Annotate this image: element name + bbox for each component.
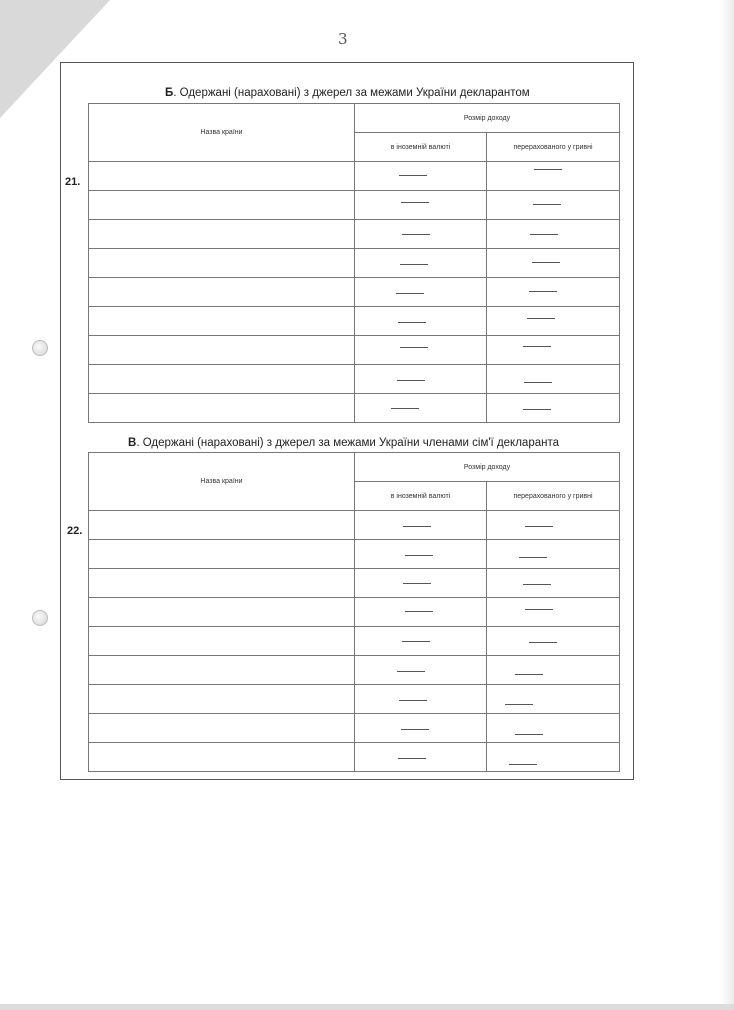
uah-cell	[487, 511, 620, 540]
handwritten-dash	[533, 204, 561, 205]
handwritten-dash	[401, 729, 429, 730]
country-cell	[89, 278, 355, 307]
handwritten-dash	[505, 704, 533, 705]
handwritten-dash	[400, 264, 428, 265]
section-v-title	[128, 437, 559, 449]
country-cell	[89, 656, 355, 685]
section-v-title-text: . Одержані (нараховані) з джерел за межами України членами сім'ї декларанта	[136, 437, 559, 449]
country-cell	[89, 743, 355, 772]
country-cell	[89, 307, 355, 336]
table-row	[89, 743, 620, 772]
foreign-currency-cell	[355, 307, 487, 336]
handwritten-dash	[519, 557, 547, 558]
table-row	[89, 598, 620, 627]
handwritten-dash	[527, 318, 555, 319]
country-cell	[89, 162, 355, 191]
header-uah: перерахованого у гривні	[487, 133, 620, 162]
uah-cell	[487, 220, 620, 249]
section-v-table	[88, 452, 620, 772]
table-row	[89, 365, 620, 394]
table-row	[89, 336, 620, 365]
table-row	[89, 540, 620, 569]
handwritten-dash	[525, 526, 553, 527]
country-cell	[89, 511, 355, 540]
scan-edge-bottom	[0, 1004, 734, 1010]
table-row	[89, 511, 620, 540]
country-cell	[89, 365, 355, 394]
header-income-size: Розмір доходу	[355, 453, 620, 482]
uah-cell	[487, 685, 620, 714]
uah-cell	[487, 365, 620, 394]
table-row	[89, 627, 620, 656]
handwritten-dash	[534, 169, 562, 170]
country-cell	[89, 220, 355, 249]
handwritten-dash	[525, 609, 553, 610]
foreign-currency-cell	[355, 394, 487, 423]
foreign-currency-cell	[355, 220, 487, 249]
uah-cell	[487, 598, 620, 627]
scan-edge-right	[720, 0, 734, 1010]
section-b-letter: Б	[165, 87, 174, 99]
country-cell	[89, 569, 355, 598]
uah-cell	[487, 336, 620, 365]
table-row	[89, 220, 620, 249]
section-b-table	[88, 103, 620, 423]
foreign-currency-cell	[355, 569, 487, 598]
handwritten-dash	[399, 700, 427, 701]
handwritten-dash	[400, 347, 428, 348]
table-row	[89, 278, 620, 307]
foreign-currency-cell	[355, 162, 487, 191]
uah-cell	[487, 278, 620, 307]
handwritten-dash	[391, 408, 419, 409]
handwritten-dash	[402, 234, 430, 235]
handwritten-dash	[515, 674, 543, 675]
punch-hole-icon	[32, 340, 48, 356]
uah-cell	[487, 249, 620, 278]
foreign-currency-cell	[355, 336, 487, 365]
handwritten-dash	[509, 764, 537, 765]
country-cell	[89, 249, 355, 278]
uah-cell	[487, 191, 620, 220]
header-uah: перерахованого у гривні	[487, 482, 620, 511]
foreign-currency-cell	[355, 278, 487, 307]
handwritten-dash	[396, 293, 424, 294]
header-foreign-currency: в іноземній валюті	[355, 133, 487, 162]
foreign-currency-cell	[355, 743, 487, 772]
handwritten-dash	[403, 583, 431, 584]
handwritten-dash	[529, 642, 557, 643]
handwritten-dash	[397, 671, 425, 672]
foreign-currency-cell	[355, 540, 487, 569]
handwritten-dash	[399, 175, 427, 176]
uah-cell	[487, 394, 620, 423]
section-b-row-number: 21.	[65, 176, 81, 188]
header-foreign-currency: в іноземній валюті	[355, 482, 487, 511]
handwritten-dash	[405, 611, 433, 612]
foreign-currency-cell	[355, 714, 487, 743]
table-row	[89, 394, 620, 423]
country-cell	[89, 394, 355, 423]
country-cell	[89, 540, 355, 569]
handwritten-dash	[398, 322, 426, 323]
table-row	[89, 307, 620, 336]
section-b-title-text: . Одержані (нараховані) з джерел за межами України декларантом	[173, 87, 530, 99]
foreign-currency-cell	[355, 685, 487, 714]
table-row	[89, 656, 620, 685]
handwritten-dash	[523, 346, 551, 347]
uah-cell	[487, 627, 620, 656]
foreign-currency-cell	[355, 191, 487, 220]
country-cell	[89, 714, 355, 743]
foreign-currency-cell	[355, 656, 487, 685]
handwritten-dash	[529, 291, 557, 292]
uah-cell	[487, 656, 620, 685]
uah-cell	[487, 162, 620, 191]
table-row	[89, 191, 620, 220]
section-v-row-number: 22.	[67, 525, 83, 537]
uah-cell	[487, 307, 620, 336]
section-b-title	[165, 87, 530, 99]
foreign-currency-cell	[355, 365, 487, 394]
handwritten-dash	[402, 641, 430, 642]
handwritten-dash	[515, 734, 543, 735]
handwritten-dash	[532, 262, 560, 263]
punch-hole-icon	[32, 610, 48, 626]
uah-cell	[487, 714, 620, 743]
section-v-letter: В	[128, 437, 137, 449]
handwritten-dash	[523, 409, 551, 410]
table-row	[89, 249, 620, 278]
handwritten-dash	[530, 234, 558, 235]
country-cell	[89, 598, 355, 627]
country-cell	[89, 191, 355, 220]
table-row	[89, 569, 620, 598]
header-income-size: Розмір доходу	[355, 104, 620, 133]
table-row	[89, 714, 620, 743]
handwritten-dash	[398, 758, 426, 759]
uah-cell	[487, 569, 620, 598]
country-cell	[89, 336, 355, 365]
foreign-currency-cell	[355, 249, 487, 278]
foreign-currency-cell	[355, 511, 487, 540]
uah-cell	[487, 743, 620, 772]
handwritten-dash	[403, 526, 431, 527]
uah-cell	[487, 540, 620, 569]
foreign-currency-cell	[355, 598, 487, 627]
page-number: 3	[338, 30, 348, 48]
table-row	[89, 685, 620, 714]
handwritten-dash	[523, 584, 551, 585]
header-country: Назва країни	[89, 104, 355, 162]
handwritten-dash	[401, 202, 429, 203]
country-cell	[89, 627, 355, 656]
country-cell	[89, 685, 355, 714]
handwritten-dash	[405, 555, 433, 556]
foreign-currency-cell	[355, 627, 487, 656]
table-row	[89, 162, 620, 191]
handwritten-dash	[524, 382, 552, 383]
handwritten-dash	[397, 380, 425, 381]
header-country: Назва країни	[89, 453, 355, 511]
